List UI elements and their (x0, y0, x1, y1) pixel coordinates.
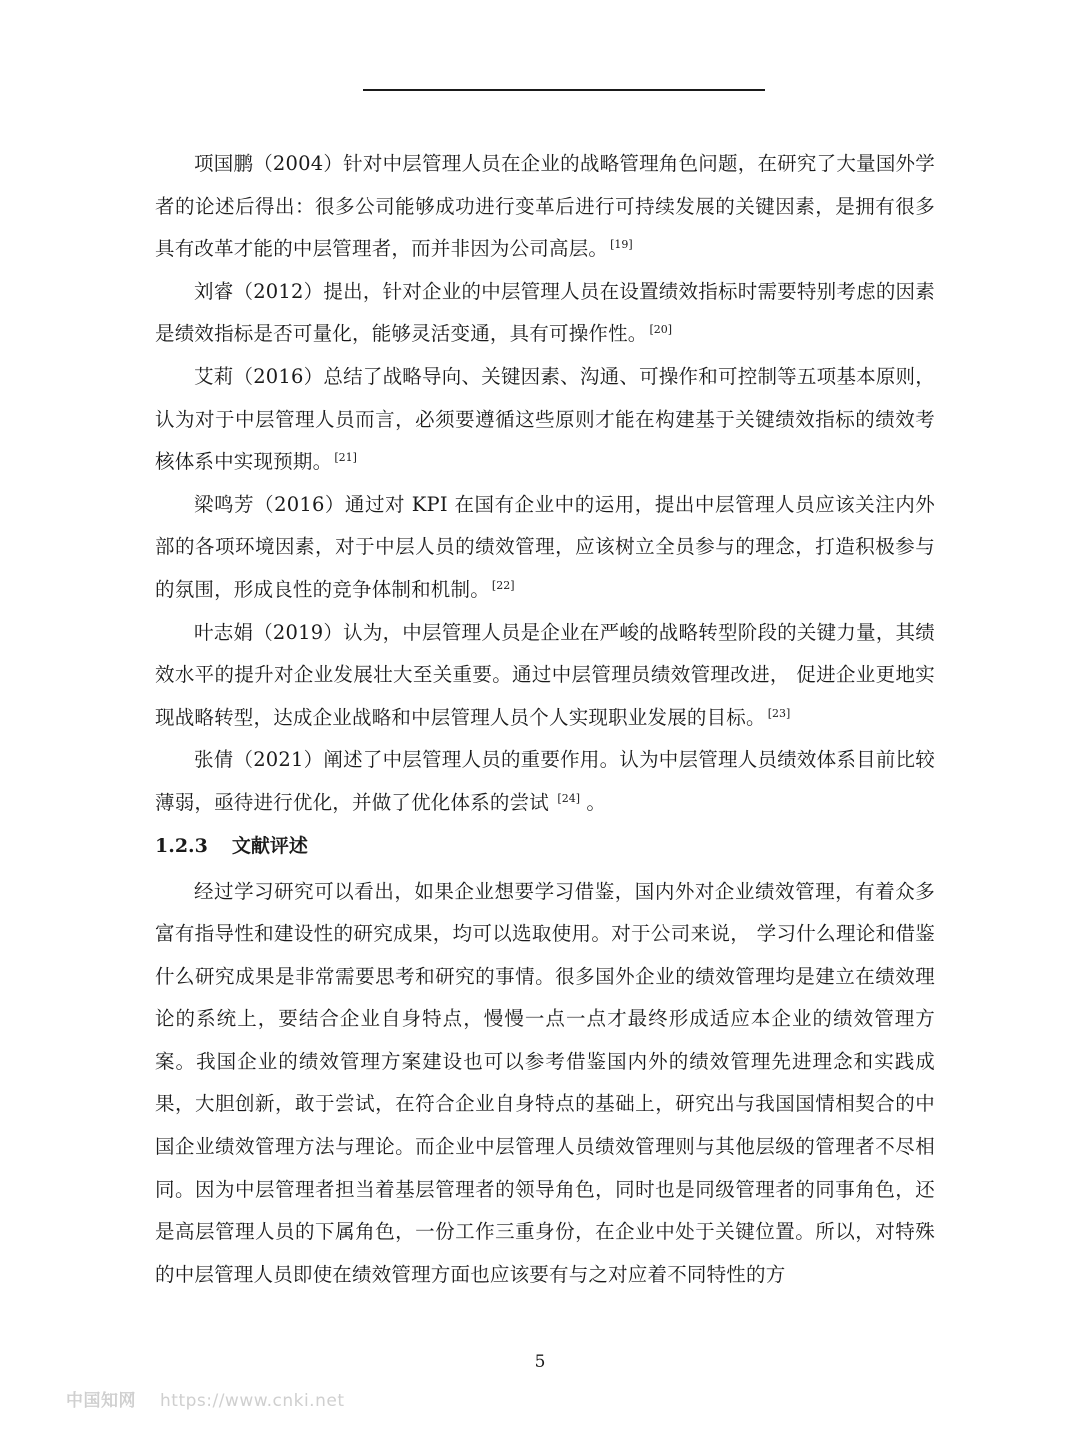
watermark-url: https://www.cnki.net (160, 1391, 345, 1411)
paragraph-text: 张倩（2021）阐述了中层管理人员的重要作用。认为中层管理人员绩效体系目前比较薄弱，亟待进行优化，并做了优化体系的尝试 (155, 748, 935, 814)
citation-ref: [20] (649, 323, 673, 337)
citation-ref: [19] (610, 238, 633, 252)
paragraph-text: 梁鸣芳（2016）通过对 KPI 在国有企业中的运用，提出中层管理人员应该关注内外部的各项环境因素，对于中层人员的绩效管理，应该树立全员参与的理念，打造积极参与的氛围，形成良性的竞争体制和机制。 (155, 492, 935, 601)
document-body (155, 143, 935, 1296)
paragraph-tail: 。 (580, 790, 607, 814)
paragraph-text: 经过学习研究可以看出，如果企业想要学习借鉴，国内外对企业绩效管理，有着众多富有指导性和建设性的研究成果，均可以选取使用。对于公司来说， 学习什么理论和借鉴什么研究成果是非常需要思考和研究的事情。很多国外企业的绩效管理均是建立在绩效理论的系统上，要结合企业自身特点，慢慢一点一点才最终形成适应本企业的绩效管理方案。我国企业的绩效管理方案建设也可以参考借鉴国内外的绩效管理先进理念和实践成果，大胆创新，敢于尝试，在符合企业自身特点的基础上，研究出与我国国情相契合的中国企业绩效管理方法与理论。而企业中层管理人员绩效管理则与其他层级的管理者不尽相同。因为中层管理者担当着基层管理者的领导角色，同时也是同级管理者的同事角色，还是高层管理人员的下属角色，一份工作三重身份，在企业中处于关键位置。所以，对特殊的中层管理人员即使在绩效管理方面也应该要有与之对应着不同特性的方 (155, 879, 935, 1286)
paragraph-literature-review (155, 871, 935, 1297)
paragraph-text: 刘睿（2012）提出，针对企业的中层管理人员在设置绩效指标时需要特别考虑的因素是绩效指标是否可量化，能够灵活变通，具有可操作性。 (155, 279, 935, 346)
section-title: 文献评述 (231, 834, 308, 857)
paragraph-text: 艾莉（2016）总结了战略导向、关键因素、沟通、可操作和可控制等五项基本原则，认为对于中层管理人员而言，必须要遵循这些原则才能在构建基于关键绩效指标的绩效考核体系中实现预期。 (155, 364, 935, 474)
page-number: 5 (534, 1352, 546, 1372)
citation-ref: [23] (767, 706, 791, 720)
citation-ref: [21] (334, 451, 357, 465)
cnki-watermark (66, 1386, 344, 1411)
paragraph-ai-li (155, 356, 935, 484)
paragraph-liu-rui (155, 271, 935, 356)
section-heading (155, 825, 935, 867)
paragraph-ye-zhijuan (155, 612, 935, 740)
section-number: 1.2.3 (155, 834, 208, 857)
paragraph-zhang-qian (155, 739, 935, 824)
header-rule (363, 89, 765, 91)
paragraph-text: 项国鹏（2004）针对中层管理人员在企业的战略管理角色问题，在研究了大量国外学者的论述后得出：很多公司能够成功进行变革后进行可持续发展的关键因素，是拥有很多具有改革才能的中层管理者，而并非因为公司高层。 (155, 152, 935, 261)
citation-ref: [24] (557, 791, 580, 805)
paragraph-xiang-guopeng (155, 143, 935, 271)
paragraph-text: 叶志娟（2019）认为，中层管理人员是企业在严峻的战略转型阶段的关键力量，其绩效水平的提升对企业发展壮大至关重要。通过中层管理员绩效管理改进， 促进企业更地实现战略转型，达成企业战略和中层管理人员个人实现职业发展的目标。 (155, 620, 935, 729)
watermark-brand: 中国知网 (66, 1391, 136, 1411)
paragraph-liang-mingfang (155, 484, 935, 612)
citation-ref: [22] (491, 578, 515, 592)
